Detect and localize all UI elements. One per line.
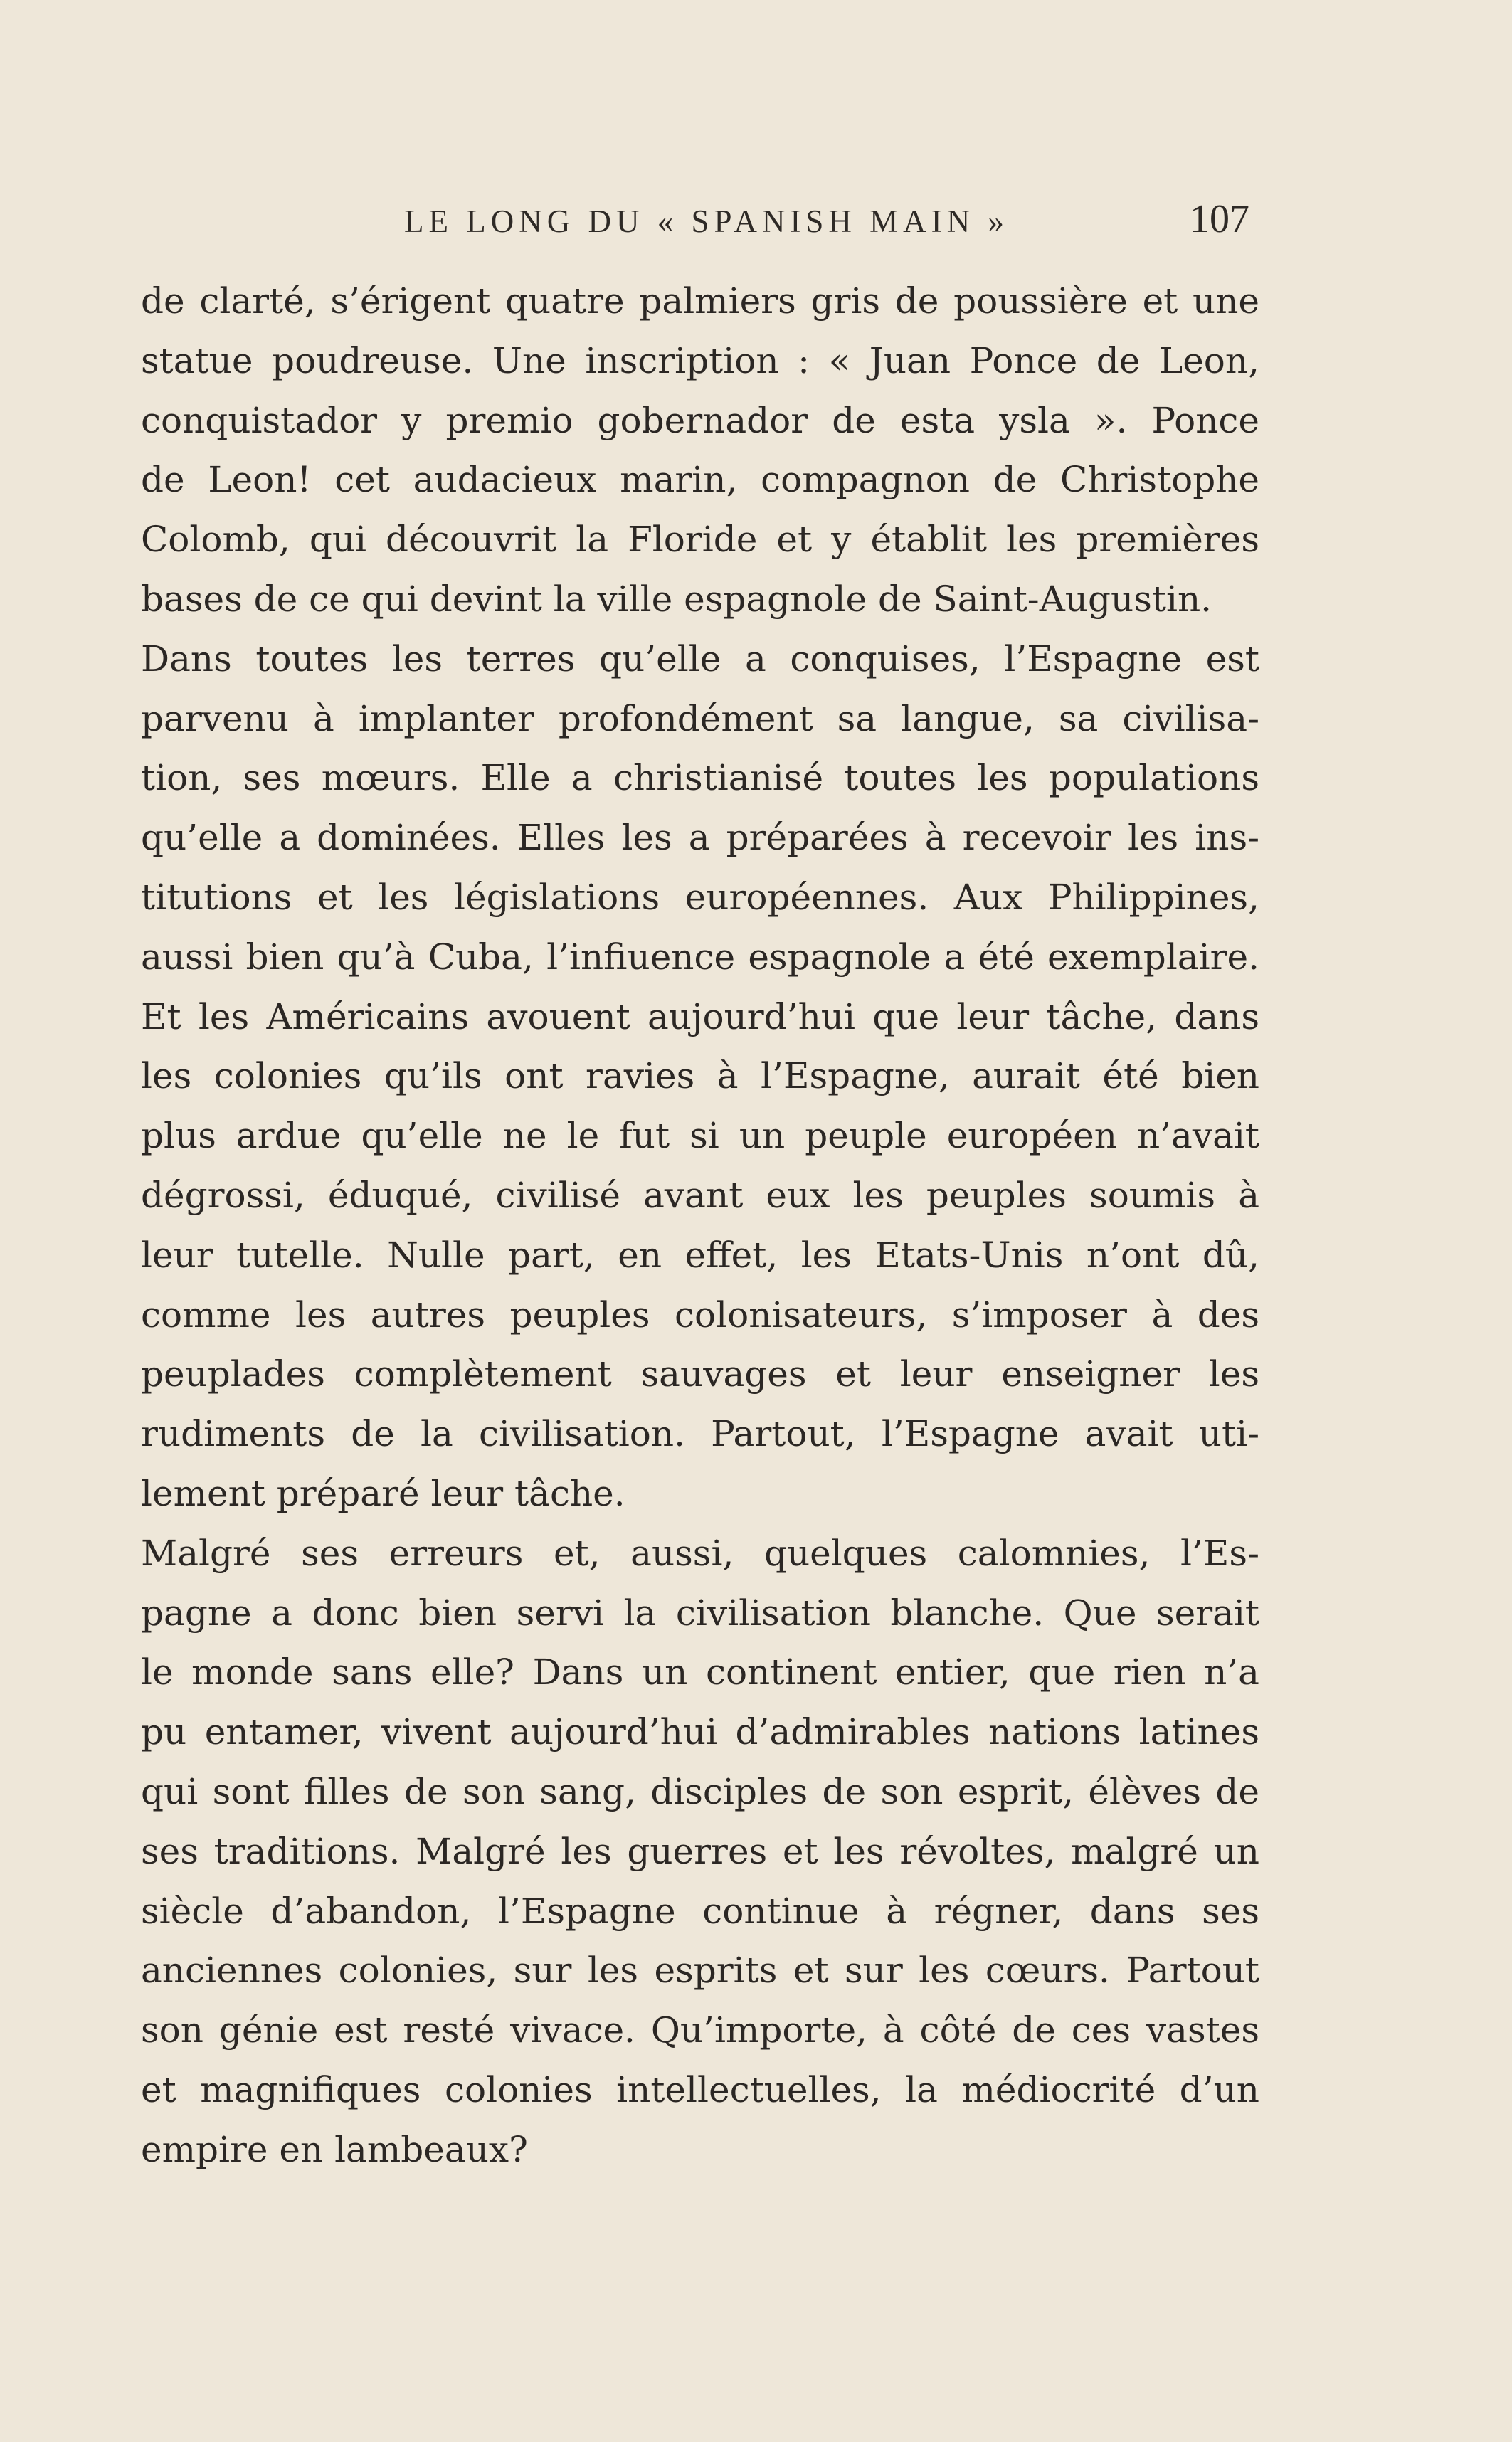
text-line: empire en lambeaux? — [141, 2128, 528, 2170]
text-line: Et les Américains avouent aujourd’hui que leur tâche, dans — [141, 995, 1259, 1037]
text-line: de clarté, s’érigent quatre palmiers gris de poussière et une — [141, 280, 1259, 322]
text-line: Malgré ses erreurs et, aussi, quelques calomnies, l’Es- — [141, 1532, 1259, 1574]
running-head-title: LE LONG DU « SPANISH MAIN » — [404, 204, 1009, 239]
text-line: qu’elle a dominées. Elles les a préparées à recevoir les ins- — [141, 817, 1259, 859]
text-line: pu entamer, vivent aujourd’hui d’admirables nations latines — [141, 1711, 1259, 1753]
text-line: rudiments de la civilisation. Partout, l’Espagne avait uti- — [141, 1413, 1259, 1455]
text-line: le monde sans elle? Dans un continent entier, que rien n’a — [141, 1651, 1259, 1693]
text-line: son génie est resté vivace. Qu’importe, à côté de ces vastes — [141, 2009, 1259, 2051]
page-number: 107 — [1190, 197, 1249, 241]
text-line: statue poudreuse. Une inscription : « Juan Ponce de Leon, — [141, 339, 1259, 381]
text-line: qui sont filles de son sang, disciples de son esprit, élèves de — [141, 1770, 1259, 1812]
text-line: conquistador y premio gobernador de esta ysla ». Ponce — [141, 399, 1259, 441]
text-line: dégrossi, éduqué, civilisé avant eux les peuples soumis à — [141, 1174, 1259, 1216]
text-line: ses traditions. Malgré les guerres et les révoltes, malgré un — [141, 1830, 1259, 1872]
text-line: parvenu à implanter profondément sa langue, sa civilisa- — [141, 697, 1259, 739]
text-line: et magnifiques colonies intellectuelles, la médiocrité d’un — [141, 2068, 1259, 2110]
text-line: bases de ce qui devint la ville espagnole de Saint-Augustin. — [141, 578, 1212, 620]
text-line: les colonies qu’ils ont ravies à l’Espagne, aurait été bien — [141, 1055, 1259, 1097]
text-line: anciennes colonies, sur les esprits et sur les cœurs. Partout — [141, 1950, 1259, 1992]
text-line: aussi bien qu’à Cuba, l’infiuence espagnole a été exemplaire. — [141, 936, 1259, 978]
text-line: titutions et les législations européennes. Aux Philippines, — [141, 876, 1259, 918]
text-line: Colomb, qui découvrit la Floride et y établit les premières — [141, 519, 1259, 561]
body-text — [141, 272, 1259, 2180]
text-line: pagne a donc bien servi la civilisation blanche. Que serait — [141, 1592, 1259, 1634]
text-line: plus ardue qu’elle ne le fut si un peuple européen n’avait — [141, 1115, 1259, 1157]
running-head — [0, 0, 1512, 242]
text-line: leur tutelle. Nulle part, en effet, les Etats-Unis n’ont dû, — [141, 1234, 1259, 1276]
text-line: lement préparé leur tâche. — [141, 1472, 625, 1514]
text-line: peuplades complètement sauvages et leur enseigner les — [141, 1353, 1259, 1395]
text-line: comme les autres peuples colonisateurs, s’imposer à des — [141, 1294, 1259, 1336]
text-line: tion, ses mœurs. Elle a christianisé toutes les populations — [141, 757, 1259, 799]
text-line: Dans toutes les terres qu’elle a conquises, l’Espagne est — [141, 638, 1259, 680]
text-line: siècle d’abandon, l’Espagne continue à régner, dans ses — [141, 1890, 1259, 1932]
text-line: de Leon! cet audacieux marin, compagnon de Christophe — [141, 459, 1259, 501]
